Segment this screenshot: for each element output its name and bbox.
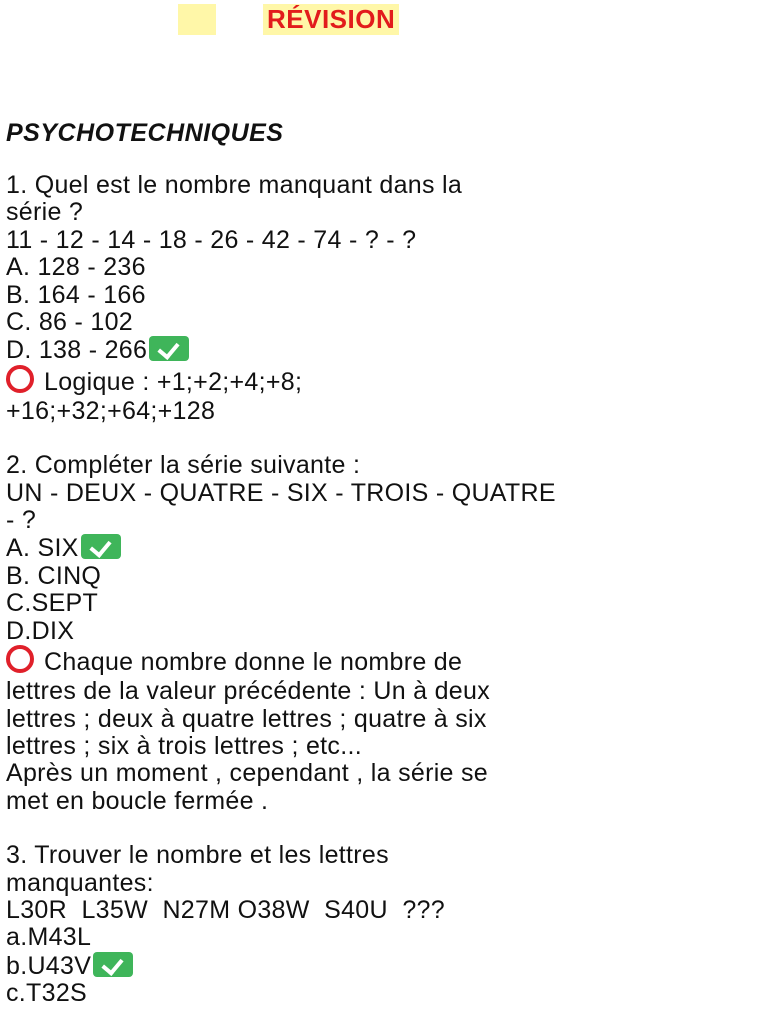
option-1d: D. 138 - 266 [6,336,762,364]
question-2-text: 2. Compléter la série suivante : [6,451,361,480]
check-mark-icon [93,952,133,977]
explanation-2-line-6: met en boucle fermée . [6,786,269,815]
explanation-1-cont: +16;+32;+64;+128 [6,396,216,425]
question-3 [6,842,762,1007]
red-circle-icon [6,365,34,393]
option-2b: B. CINQ [6,561,102,590]
question-3-text: 3. Trouver le nombre et les lettres [6,841,389,870]
explanation-1: Logique : +1;+2;+4;+8; [6,365,762,398]
question-2 [6,452,762,815]
question-1-text: 1. Quel est le nombre manquant dans la [6,171,463,199]
explanation-2: Chaque nombre donne le nombre de [6,645,762,678]
option-1c: C. 86 - 102 [6,308,133,337]
explanation-2-line-3: lettres ; deux à quatre lettres ; quatre à six [6,704,487,733]
question-1-text-cont: série ? [6,198,84,227]
question-1-series: 11 - 12 - 14 - 18 - 26 - 42 - 74 - ? - ? [6,225,417,254]
check-mark-icon [149,336,189,361]
question-1 [6,172,762,425]
question-2-series: UN - DEUX - QUATRE - SIX - TROIS - QUATRE [6,478,556,507]
check-mark-icon [81,534,121,559]
option-1a: A. 128 - 236 [6,253,146,282]
option-3c: c.T32S [6,979,87,1008]
red-circle-icon [6,645,34,673]
option-1b: B. 164 - 166 [6,280,146,309]
question-3-text-cont: manquantes: [6,868,154,897]
document-body [6,116,762,1008]
section-title: PSYCHOTECHNIQUES [6,119,284,147]
explanation-2-line-5: Après un moment , cependant , la série se [6,759,489,788]
option-2a: A. SIX [6,534,762,562]
option-2c: C.SEPT [6,589,99,618]
option-3a: a.M43L [6,923,92,952]
question-3-series: L30R L35W N27M O38W S40U ??? [6,895,445,924]
option-2d: D.DIX [6,616,75,645]
explanation-2-line-4: lettres ; six à trois lettres ; etc... [6,731,362,760]
page-title: RÉVISION [263,4,399,35]
explanation-2-line-2: lettres de la valeur précédente : Un à deux [6,677,491,706]
option-3b: b.U43V [6,952,762,980]
highlight-box [178,4,216,35]
question-2-series-cont: - ? [6,506,37,535]
header [0,4,768,36]
